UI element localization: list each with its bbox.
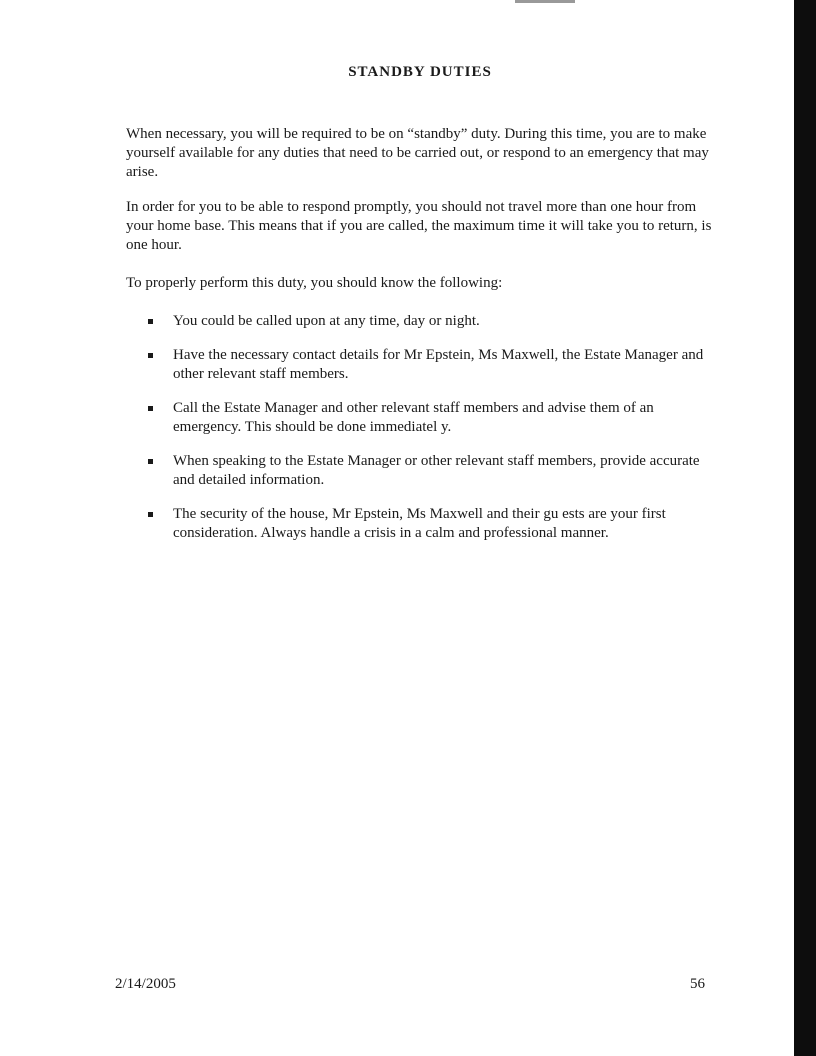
page-number: 56	[690, 976, 705, 992]
footer-date: 2/14/2005	[115, 976, 176, 992]
bullet-icon	[148, 459, 153, 464]
paragraph-travel-limit: In order for you to be able to respond promptly, you should not travel more than one hour from your home base. This means that if you are called, the maximum time it will take you to return, is one hour.	[126, 199, 712, 253]
duties-list	[146, 312, 716, 558]
bullet-icon	[148, 512, 153, 517]
list-item-text: When speaking to the Estate Manager or other relevant staff members, provide accurate and detailed information.	[173, 453, 700, 488]
list-item	[146, 312, 716, 331]
list-item	[146, 452, 716, 490]
bullet-icon	[148, 406, 153, 411]
bullet-icon	[148, 353, 153, 358]
scan-edge	[794, 0, 816, 1056]
list-item	[146, 399, 716, 437]
scan-mark	[515, 0, 575, 3]
list-item	[146, 346, 716, 384]
page-title: STANDBY DUTIES	[348, 64, 492, 80]
list-item	[146, 505, 716, 543]
list-item-text: Call the Estate Manager and other relevant staff members and advise them of an emergency. This should be done immediatel y.	[173, 400, 654, 435]
list-item-text: You could be called upon at any time, day or night.	[173, 313, 480, 329]
paragraph-standby-intro: When necessary, you will be required to be on “standby” duty. During this time, you are to make yourself available for any duties that need to be carried out, or respond to an emergency that may arise.	[126, 126, 709, 180]
bullet-icon	[148, 319, 153, 324]
list-item-text: Have the necessary contact details for Mr Epstein, Ms Maxwell, the Estate Manager and other relevant staff members.	[173, 347, 704, 382]
paragraph-list-intro: To properly perform this duty, you should know the following:	[126, 275, 503, 291]
list-item-text: The security of the house, Mr Epstein, Ms Maxwell and their gu ests are your first consideration. Always handle a crisis in a calm and professional manner.	[173, 506, 666, 541]
